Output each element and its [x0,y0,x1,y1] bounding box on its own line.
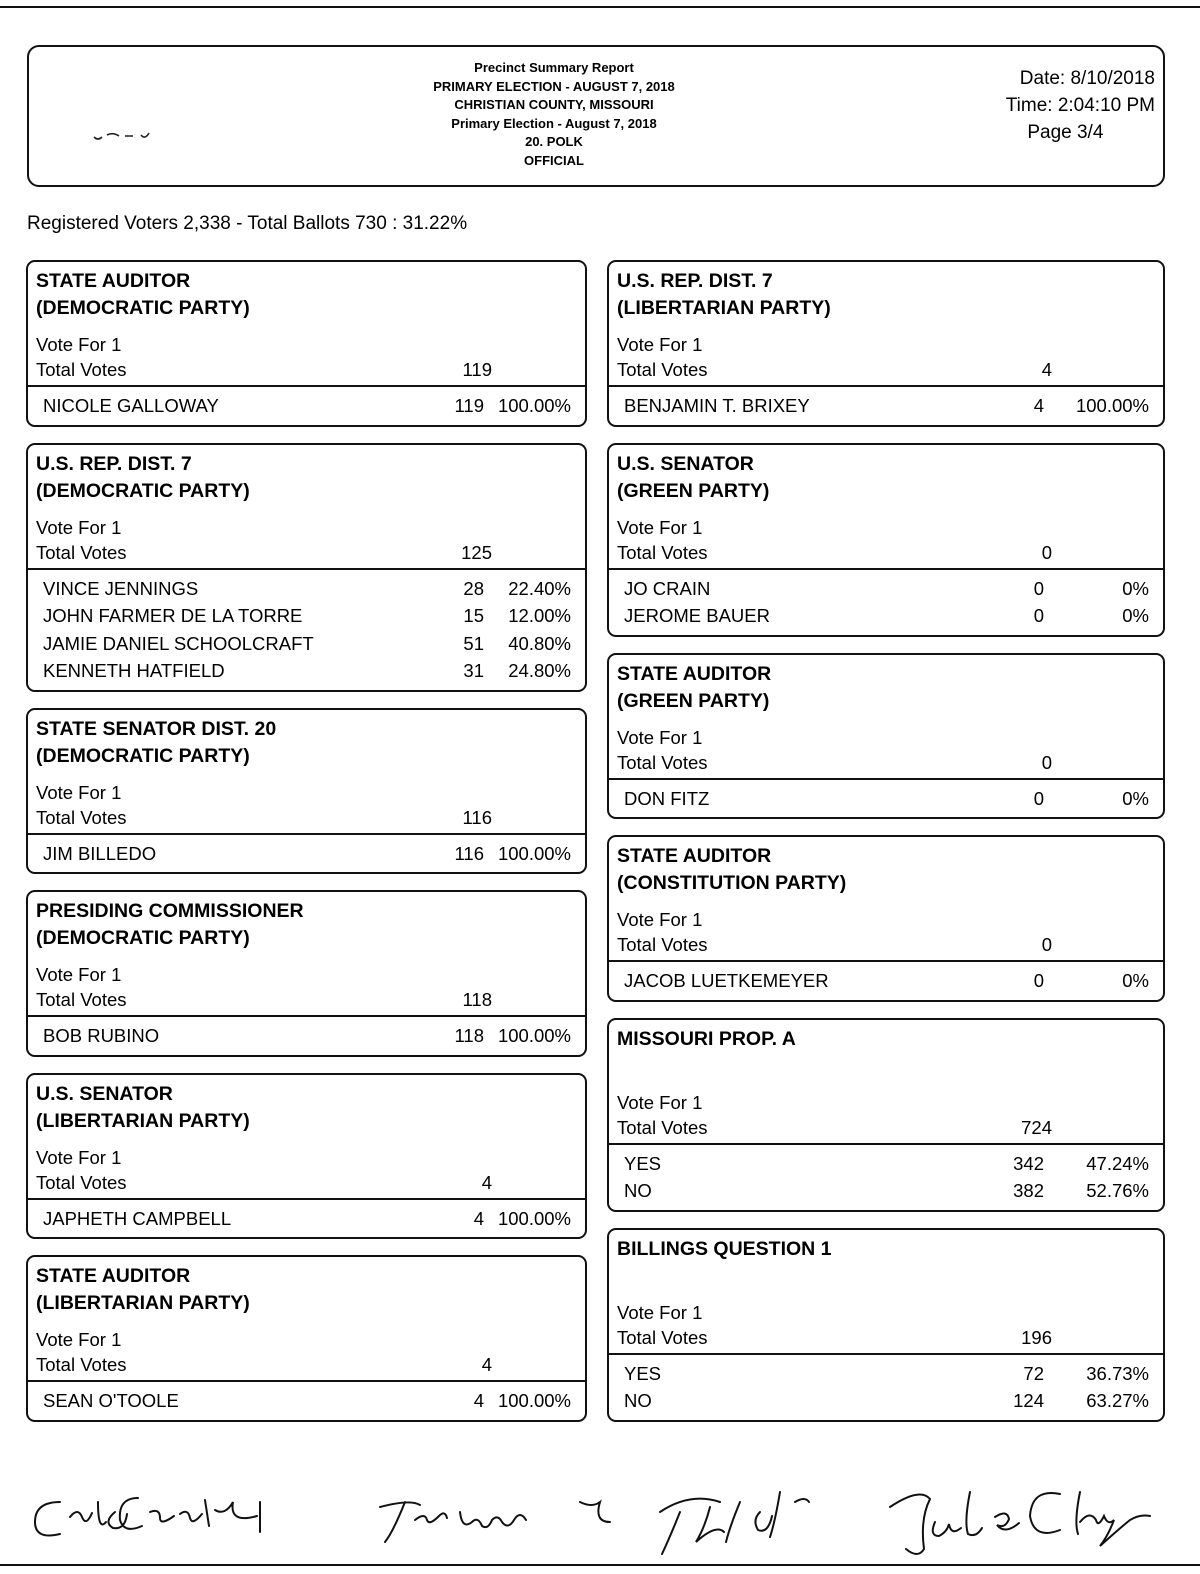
race-header [28,1257,585,1380]
race-box [607,835,1165,1002]
candidate-list [609,962,1163,1000]
candidate-percent: 0% [1122,787,1149,809]
race-box [607,260,1165,427]
total-votes-row [617,1115,1155,1143]
vote-for: Vote For 1 [36,964,122,985]
race-title: STATE AUDITOR [617,845,772,867]
race-party: (DEMOCRATIC PARTY) [36,479,250,502]
candidate-list [609,1145,1163,1210]
candidate-name: JIM BILLEDO [43,842,157,864]
candidate-percent: 0% [1122,970,1149,991]
candidate-votes: 382 [1013,1180,1044,1201]
report-title-line: 20. POLK [525,134,583,149]
report-page: Page 3/4 [1027,122,1104,143]
total-votes-value: 724 [1021,1116,1052,1138]
candidate-row [609,1150,1163,1178]
race-header [609,837,1163,960]
vote-for: Vote For 1 [617,1301,703,1323]
race-header [28,892,585,1015]
candidate-row [609,1177,1163,1205]
candidate-name: NO [624,1390,652,1411]
race-box [26,708,587,875]
candidate-list [609,780,1163,818]
total-votes-value: 0 [1041,751,1052,773]
scribble-mark [89,127,179,147]
candidate-row [28,1022,585,1050]
candidate-votes: 51 [463,632,484,654]
race-box [607,1018,1165,1212]
candidate-votes: 119 [454,395,484,416]
candidate-percent: 24.80% [508,660,571,681]
race-header [609,445,1163,568]
total-votes-row [36,1352,577,1380]
vote-for: Vote For 1 [617,334,703,355]
total-votes-value: 125 [461,541,492,563]
candidate-votes: 116 [454,842,484,864]
candidate-row [28,392,585,420]
candidate-votes: 124 [1013,1390,1044,1411]
total-votes-label: Total Votes [36,1171,127,1193]
race-box [26,1073,587,1240]
candidate-name: NICOLE GALLOWAY [43,395,219,416]
candidate-name: BENJAMIN T. BRIXEY [624,395,810,416]
candidate-row [28,575,585,603]
race-header [28,445,585,568]
total-votes-value: 0 [1041,934,1052,955]
right-race-column [607,260,1165,1438]
candidate-percent: 52.76% [1086,1180,1149,1201]
total-votes-row [36,357,577,385]
race-party: (GREEN PARTY) [617,689,770,712]
candidate-percent: 100.00% [497,395,571,416]
race-header [609,1020,1163,1143]
total-votes-row [617,750,1155,778]
total-votes-row [36,805,577,833]
race-title: U.S. SENATOR [617,452,754,475]
race-header [609,655,1163,778]
signatures [20,1472,1180,1562]
candidate-percent: 100.00% [497,1025,571,1046]
race-title: STATE AUDITOR [36,270,191,292]
candidate-votes: 0 [1033,787,1044,809]
candidate-row [609,392,1163,420]
race-header [609,1230,1163,1353]
candidate-row [28,630,585,658]
total-votes-value: 4 [1041,359,1052,380]
candidate-row [609,602,1163,630]
candidate-list [609,387,1163,425]
candidate-votes: 31 [463,660,484,681]
report-title-line: PRIMARY ELECTION - AUGUST 7, 2018 [433,78,675,94]
race-header [28,262,585,385]
candidate-list [28,1200,585,1238]
race-box [607,653,1165,820]
candidate-percent: 0% [1122,605,1149,626]
signature-4 [890,1492,1150,1554]
candidate-votes: 4 [1033,395,1044,416]
bottom-rule [0,1564,1200,1566]
candidate-list [609,570,1163,635]
report-date: Date: 8/10/2018 [1019,68,1155,89]
race-title: MISSOURI PROP. A [617,1027,796,1050]
total-votes-value: 118 [462,989,492,1010]
candidate-row [28,840,585,868]
candidate-list [28,387,585,425]
report-title-line: Precinct Summary Report [474,60,634,75]
candidate-name: KENNETH HATFIELD [43,660,225,681]
candidate-votes: 72 [1023,1362,1044,1384]
candidate-percent: 40.80% [508,632,571,654]
vote-for: Vote For 1 [36,334,122,355]
race-party: (LIBERTARIAN PARTY) [36,1292,250,1314]
race-header [609,262,1163,385]
candidate-votes: 4 [473,1390,484,1411]
candidate-row [609,575,1163,603]
candidate-votes: 342 [1013,1152,1044,1174]
race-title: PRESIDING COMMISSIONER [36,900,304,922]
candidate-row [609,1360,1163,1388]
race-box [607,1228,1165,1422]
registration-summary: Registered Voters 2,338 - Total Ballots 730 : 31.22% [27,213,468,234]
candidate-name: JO CRAIN [624,577,711,599]
candidate-name: YES [624,1152,662,1174]
candidate-name: SEAN O'TOOLE [43,1390,179,1411]
candidate-percent: 47.24% [1086,1152,1149,1174]
vote-for: Vote For 1 [617,726,703,748]
total-votes-label: Total Votes [617,1116,708,1138]
race-party [617,1263,1155,1290]
candidate-name: JACOB LUETKEMEYER [624,970,829,991]
total-votes-label: Total Votes [617,359,708,380]
candidate-row [609,967,1163,995]
candidate-name: BOB RUBINO [43,1025,160,1046]
race-box [26,890,587,1057]
candidate-percent: 0% [1122,577,1149,599]
vote-for: Vote For 1 [36,1146,122,1168]
report-title-block [329,59,779,170]
candidate-percent: 22.40% [508,577,571,599]
race-title: STATE SENATOR DIST. 20 [36,717,277,740]
candidate-votes: 0 [1033,577,1044,599]
candidate-votes: 0 [1033,605,1044,626]
candidate-row [28,1205,585,1233]
candidate-name: JAMIE DANIEL SCHOOLCRAFT [43,632,314,654]
total-votes-row [617,1325,1155,1353]
total-votes-row [617,357,1155,385]
candidate-list [28,1382,585,1420]
candidate-list [28,570,585,690]
total-votes-label: Total Votes [617,541,708,563]
candidate-votes: 15 [463,605,484,626]
report-title-line: OFFICIAL [524,152,584,168]
race-party [617,1053,1155,1080]
candidate-name: JOHN FARMER DE LA TORRE [43,605,303,626]
race-party: (DEMOCRATIC PARTY) [36,927,250,949]
total-votes-value: 116 [462,806,492,828]
candidate-votes: 4 [473,1207,484,1229]
candidate-percent: 100.00% [497,1207,571,1229]
candidate-name: VINCE JENNINGS [43,577,199,599]
total-votes-label: Total Votes [617,751,708,773]
signature-3 [660,1492,809,1554]
vote-for: Vote For 1 [617,1091,703,1113]
race-box [607,443,1165,637]
race-header [28,1075,585,1198]
candidate-row [609,785,1163,813]
candidate-percent: 100.00% [497,1390,571,1411]
report-title-line: CHRISTIAN COUNTY, MISSOURI [454,97,654,112]
vote-for: Vote For 1 [617,516,703,538]
total-votes-row [617,540,1155,568]
race-title: BILLINGS QUESTION 1 [617,1237,832,1260]
top-rule [0,6,1200,8]
candidate-percent: 36.73% [1086,1362,1149,1384]
vote-for: Vote For 1 [36,1329,122,1350]
candidate-votes: 0 [1033,970,1044,991]
candidate-percent: 100.00% [1075,395,1149,416]
total-votes-row [36,540,577,568]
race-party: (GREEN PARTY) [617,479,770,502]
race-party: (LIBERTARIAN PARTY) [36,1109,250,1132]
total-votes-label: Total Votes [36,1354,127,1375]
total-votes-label: Total Votes [617,1326,708,1348]
race-party: (LIBERTARIAN PARTY) [617,297,831,319]
vote-for: Vote For 1 [36,781,122,803]
vote-for: Vote For 1 [617,909,703,930]
candidate-row [28,657,585,685]
candidate-name: YES [624,1362,662,1384]
candidate-percent: 100.00% [497,842,571,864]
candidate-name: JAPHETH CAMPBELL [43,1207,232,1229]
race-box [26,260,587,427]
candidate-row [28,602,585,630]
report-title-line: Primary Election - August 7, 2018 [451,115,657,131]
vote-for: Vote For 1 [36,516,122,538]
signature-2 [380,1502,610,1542]
total-votes-value: 196 [1021,1326,1052,1348]
candidate-row [28,1387,585,1415]
candidate-votes: 118 [454,1025,484,1046]
candidate-list [609,1355,1163,1420]
candidate-name: NO [624,1180,652,1201]
candidate-row [609,1387,1163,1415]
total-votes-label: Total Votes [617,934,708,955]
candidate-name: DON FITZ [624,787,710,809]
race-box [26,1255,587,1422]
race-title: U.S. REP. DIST. 7 [617,270,773,292]
total-votes-label: Total Votes [36,359,127,380]
race-title: U.S. SENATOR [36,1082,173,1105]
candidate-percent: 63.27% [1086,1390,1149,1411]
race-title: STATE AUDITOR [617,662,772,685]
race-party: (DEMOCRATIC PARTY) [36,297,250,319]
candidate-list [28,835,585,873]
report-meta [1006,65,1155,146]
race-title: STATE AUDITOR [36,1265,191,1287]
total-votes-row [36,1170,577,1198]
report-time: Time: 2:04:10 PM [1005,95,1155,116]
signature-1 [35,1498,260,1536]
candidate-name: JEROME BAUER [624,605,770,626]
race-box [26,443,587,692]
candidate-votes: 28 [463,577,484,599]
race-party: (DEMOCRATIC PARTY) [36,744,250,767]
total-votes-value: 0 [1041,541,1052,563]
race-header [28,710,585,833]
total-votes-row [617,932,1155,960]
race-party: (CONSTITUTION PARTY) [617,872,847,894]
total-votes-label: Total Votes [36,989,127,1010]
report-header [27,45,1165,187]
total-votes-value: 4 [481,1171,492,1193]
total-votes-value: 4 [481,1354,492,1375]
total-votes-value: 119 [462,359,492,380]
race-title: U.S. REP. DIST. 7 [36,452,192,475]
total-votes-row [36,987,577,1015]
candidate-percent: 12.00% [508,605,571,626]
candidate-list [28,1017,585,1055]
left-race-column [26,260,587,1438]
total-votes-label: Total Votes [36,541,127,563]
total-votes-label: Total Votes [36,806,127,828]
